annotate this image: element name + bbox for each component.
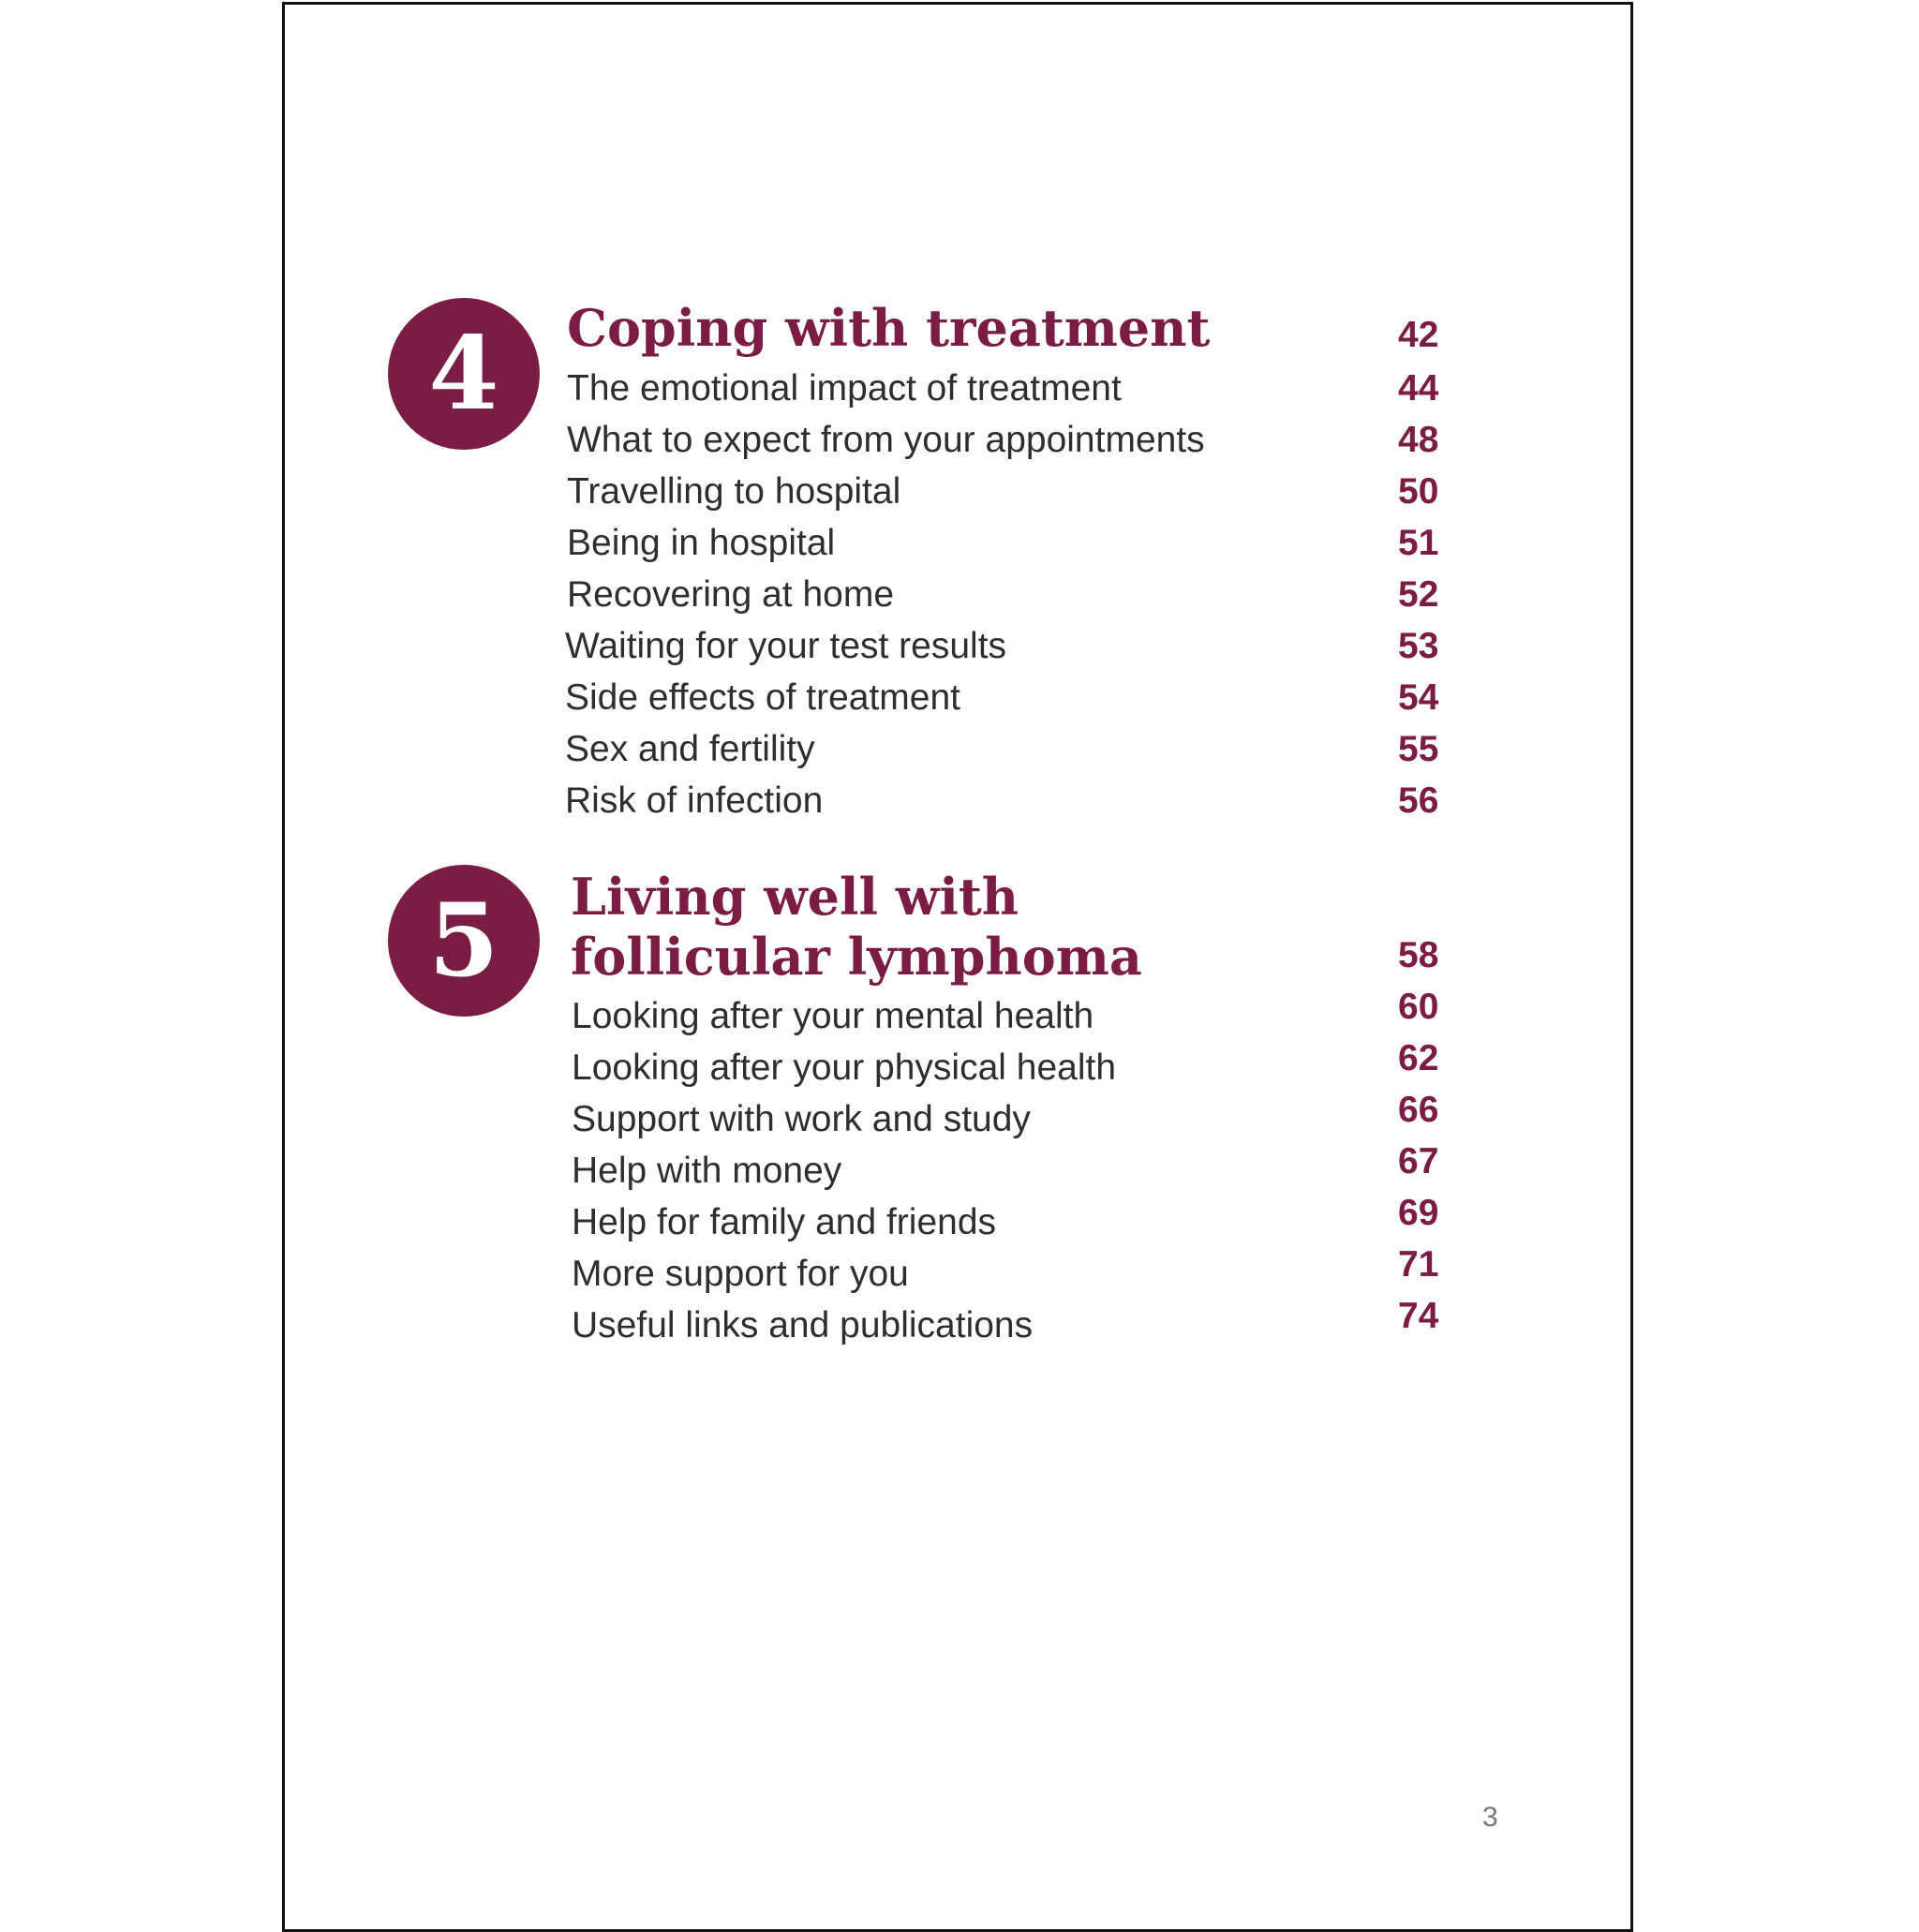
toc-entry-label: Looking after your mental health [572, 996, 1094, 1036]
toc-entry-page-number[interactable]: 60 [1398, 987, 1439, 1027]
section-title[interactable]: Coping with treatment [567, 298, 1211, 358]
toc-entry-label: Useful links and publications [572, 1305, 1034, 1345]
section-number-badge: 4 [388, 298, 540, 450]
toc-entry-page-number[interactable]: 66 [1398, 1090, 1439, 1130]
toc-entry-label: The emotional impact of treatment [567, 368, 1122, 409]
toc-entry[interactable] [285, 672, 1630, 723]
toc-entry-page-number: 53 [1398, 626, 1439, 666]
toc-entry-label: More support for you [572, 1254, 909, 1294]
section-title-page-number[interactable]: 42 [1398, 315, 1439, 355]
section-title-line-2[interactable]: follicular lymphoma [571, 927, 1142, 987]
toc-entry-page-number: 52 [1398, 574, 1439, 615]
toc-entry[interactable] [285, 775, 1630, 826]
toc-entry-page-number: 44 [1398, 368, 1439, 409]
section-title-page-number[interactable]: 58 [1398, 935, 1439, 975]
toc-entry-label: Sex and fertility [565, 729, 815, 769]
toc-entry-page-number: 50 [1398, 471, 1439, 512]
toc-entry[interactable] [285, 466, 1630, 517]
toc-entry-page-number[interactable]: 71 [1398, 1244, 1439, 1285]
toc-entry-label: What to expect from your appointments [567, 420, 1205, 460]
toc-entry-label: Recovering at home [567, 574, 895, 615]
toc-entry-label: Risk of infection [565, 780, 824, 821]
toc-entry-page-number: 51 [1398, 523, 1439, 563]
toc-entry-page-number: 54 [1398, 677, 1439, 718]
toc-entry[interactable] [285, 569, 1630, 620]
toc-entry[interactable] [285, 414, 1630, 466]
toc-entry-label: Help for family and friends [572, 1202, 997, 1242]
toc-entry-label: Travelling to hospital [567, 471, 901, 512]
page-number: 3 [1482, 1802, 1498, 1833]
section-title-line-1[interactable]: Living well with [571, 867, 1019, 927]
toc-entry[interactable] [285, 723, 1630, 775]
toc-entry-label: Looking after your physical health [572, 1048, 1117, 1088]
toc-entry-page-number[interactable]: 67 [1398, 1141, 1439, 1181]
toc-entry-label: Help with money [572, 1151, 842, 1191]
toc-entry-label: Side effects of treatment [565, 677, 961, 718]
toc-entry[interactable] [285, 363, 1630, 414]
toc-entry-page-number: 56 [1398, 780, 1439, 821]
toc-entry-page-number[interactable]: 69 [1398, 1193, 1439, 1233]
toc-entry-page-number: 48 [1398, 420, 1439, 460]
toc-entry-page-number[interactable]: 74 [1398, 1296, 1439, 1336]
toc-entry-page-number[interactable]: 62 [1398, 1038, 1439, 1078]
section-number-badge: 5 [388, 865, 540, 1017]
toc-entry[interactable] [285, 517, 1630, 569]
toc-entry-page-number: 55 [1398, 729, 1439, 769]
document-page [282, 2, 1633, 1932]
toc-entry[interactable] [285, 620, 1630, 672]
toc-entry-label: Being in hospital [567, 523, 836, 563]
toc-entry-label: Waiting for your test results [565, 626, 1007, 666]
toc-entry-label: Support with work and study [572, 1099, 1031, 1139]
